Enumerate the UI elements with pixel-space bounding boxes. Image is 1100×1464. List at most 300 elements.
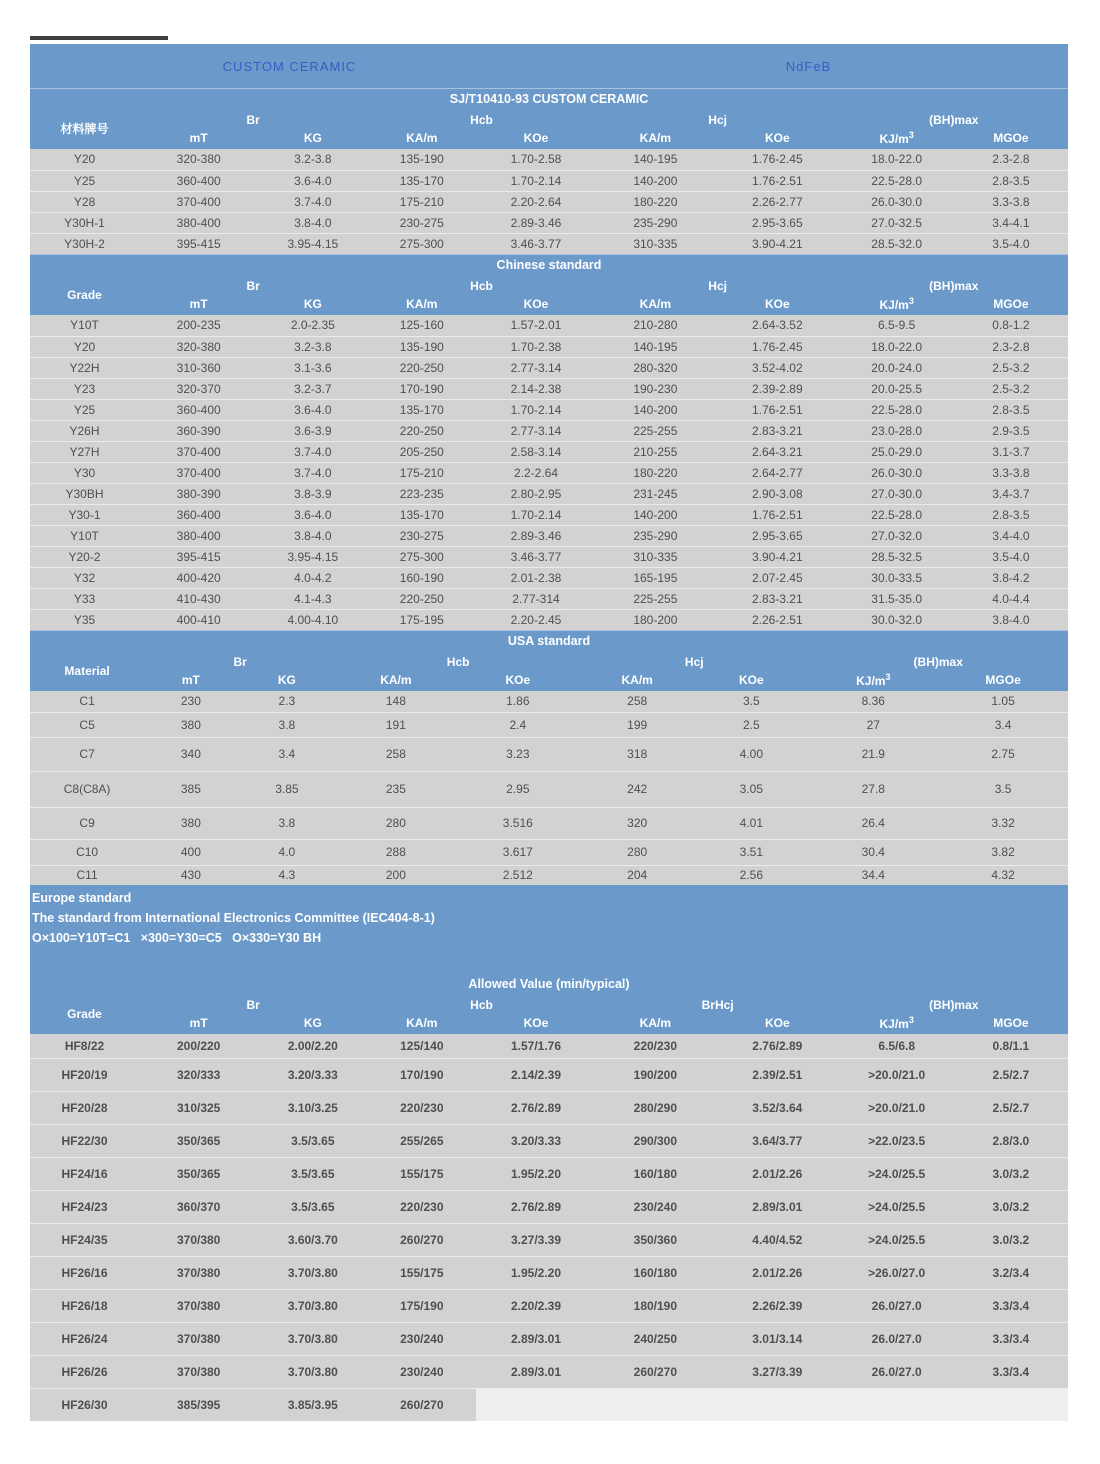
value-cell: 180-220 [596,462,715,483]
value-cell: 34.4 [808,865,938,885]
value-cell: 27.0-32.5 [840,212,954,233]
value-cell: 3.85 [238,771,337,807]
grade-cell: Y25 [30,399,139,420]
group-header: Hcb [367,108,595,131]
value-cell: 2.95-3.65 [715,212,840,233]
grade-cell: Y32 [30,567,139,588]
value-cell: 3.5 [694,691,808,712]
value-cell: 4.01 [694,807,808,839]
value-cell: 380 [144,712,237,737]
unit-header: mT [144,673,237,691]
unit-header: mT [139,297,258,315]
value-cell: >20.0/21.0 [840,1058,954,1091]
value-cell: 380 [144,807,237,839]
value-cell: 2.00/2.20 [258,1034,367,1058]
value-cell: 2.83-3.21 [715,588,840,609]
value-cell: 3.23 [456,737,581,771]
value-cell: 160/180 [596,1256,715,1289]
table-row [30,1256,1068,1289]
value-cell: 3.2-3.8 [258,336,367,357]
table-row [30,1034,1068,1058]
value-cell: 3.2/3.4 [954,1256,1068,1289]
value-cell: 170-190 [367,378,476,399]
value-cell: 3.27/3.39 [715,1355,840,1388]
value-cell: 235-290 [596,525,715,546]
grade-cell: C7 [30,737,144,771]
table-title-usa-standard: USA standard [30,630,1068,650]
value-cell: 3.27/3.39 [476,1223,595,1256]
europe-standard-note [30,885,1068,1421]
europe-standard-equivalence: O×100=Y10T=C1 ×300=Y30=C5 O×330=Y30 BH [32,931,322,945]
table-row [30,462,1068,483]
value-cell: >24.0/25.5 [840,1190,954,1223]
value-cell: 3.95-4.15 [258,546,367,567]
value-cell: 2.89/3.01 [715,1190,840,1223]
value-cell: 2.77-3.14 [476,420,595,441]
value-cell: 3.64/3.77 [715,1124,840,1157]
table-row [30,525,1068,546]
table-row [30,865,1068,885]
value-cell: 3.70/3.80 [258,1355,367,1388]
table-row [30,1289,1068,1322]
value-cell: 3.10/3.25 [258,1091,367,1124]
unit-header: MGOe [954,297,1068,315]
value-cell: 1.95/2.20 [476,1256,595,1289]
value-cell: 4.40/4.52 [715,1223,840,1256]
value-cell: 0.8/1.1 [954,1034,1068,1058]
unit-header: KA/m [367,297,476,315]
group-header: BrHcj [596,993,840,1016]
value-cell: 3.8-3.9 [258,483,367,504]
value-cell: 28.5-32.0 [840,233,954,254]
grade-cell: HF26/16 [30,1256,139,1289]
unit-header: KG [258,1016,367,1034]
group-header: Hcj [596,274,840,297]
value-cell: 3.3-3.8 [954,462,1068,483]
value-cell: 155/175 [367,1256,476,1289]
table-row [30,170,1068,191]
value-cell: 125/140 [367,1034,476,1058]
value-cell [954,1388,1068,1421]
value-cell: 220/230 [596,1034,715,1058]
table-chinese-standard [30,274,1068,630]
value-cell: 3.8-4.0 [258,212,367,233]
value-cell: 320 [580,807,694,839]
value-cell: 2.75 [938,737,1068,771]
table-row [30,1091,1068,1124]
table-row [30,336,1068,357]
value-cell: 2.01/2.26 [715,1157,840,1190]
value-cell: 3.32 [938,807,1068,839]
value-cell: 2.89/3.01 [476,1322,595,1355]
value-cell: 3.01/3.14 [715,1322,840,1355]
unit-header: KA/m [596,297,715,315]
value-cell: 1.57-2.01 [476,315,595,336]
value-cell: 2.83-3.21 [715,420,840,441]
value-cell: 230 [144,691,237,712]
value-cell: 235-290 [596,212,715,233]
value-cell: 3.4-4.1 [954,212,1068,233]
value-cell: 220-250 [367,588,476,609]
grade-cell: Y30H-2 [30,233,139,254]
value-cell: 190/200 [596,1058,715,1091]
value-cell: 310-335 [596,233,715,254]
value-cell: 230/240 [367,1322,476,1355]
value-cell: 200-235 [139,315,258,336]
value-cell: 220-250 [367,357,476,378]
value-cell: 280 [336,807,455,839]
value-cell: 2.89-3.46 [476,212,595,233]
value-cell: 3.60/3.70 [258,1223,367,1256]
unit-header: KG [238,673,337,691]
value-cell: 3.2-3.7 [258,378,367,399]
unit-header: MGOe [954,131,1068,149]
value-cell: 199 [580,712,694,737]
value-cell: 230/240 [596,1190,715,1223]
grade-cell: C8(C8A) [30,771,144,807]
grade-cell: Y10T [30,525,139,546]
value-cell: 3.6-4.0 [258,504,367,525]
value-cell: 3.5-4.0 [954,546,1068,567]
value-cell: 235 [336,771,455,807]
value-cell: 380-400 [139,525,258,546]
value-cell: 340 [144,737,237,771]
grade-cell: HF24/23 [30,1190,139,1223]
value-cell [840,1388,954,1421]
value-cell: 3.0/3.2 [954,1157,1068,1190]
value-cell: 2.3-2.8 [954,149,1068,170]
value-cell: 3.6-4.0 [258,399,367,420]
value-cell: 2.4 [456,712,581,737]
value-cell: 135-190 [367,149,476,170]
value-cell: 3.46-3.77 [476,546,595,567]
value-cell [476,1388,595,1421]
table-row [30,1124,1068,1157]
value-cell: 3.7-4.0 [258,462,367,483]
value-cell: 230-275 [367,212,476,233]
value-cell: 2.8-3.5 [954,170,1068,191]
unit-header: MGOe [954,1016,1068,1034]
value-cell: 3.4 [938,712,1068,737]
value-cell [715,1388,840,1421]
value-cell: 31.5-35.0 [840,588,954,609]
value-cell: 1.05 [938,691,1068,712]
value-cell: 2.26-2.77 [715,191,840,212]
value-cell: 140-200 [596,399,715,420]
value-cell: 27 [808,712,938,737]
table-row [30,839,1068,865]
value-cell: 175-195 [367,609,476,630]
value-cell: 370-400 [139,462,258,483]
value-cell: 280 [580,839,694,865]
table-row [30,609,1068,630]
value-cell: 3.3/3.4 [954,1355,1068,1388]
value-cell: 165-195 [596,567,715,588]
value-cell: 3.90-4.21 [715,233,840,254]
value-cell: 360-400 [139,399,258,420]
value-cell: 370/380 [139,1355,258,1388]
value-cell: 231-245 [596,483,715,504]
grade-cell: Y23 [30,378,139,399]
value-cell: 1.86 [456,691,581,712]
value-cell: 4.00-4.10 [258,609,367,630]
value-cell: 280-320 [596,357,715,378]
value-cell: 2.5 [694,712,808,737]
grade-cell: C11 [30,865,144,885]
unit-header: $KJ/m^3$ [840,1016,954,1034]
table-row [30,233,1068,254]
table-row [30,1190,1068,1223]
grade-cell: Y20-2 [30,546,139,567]
value-cell: 180/190 [596,1289,715,1322]
value-cell: 175-210 [367,462,476,483]
value-cell: 310-335 [596,546,715,567]
value-cell: 2.64-3.52 [715,315,840,336]
value-cell: 1.70-2.14 [476,170,595,191]
value-cell: 210-280 [596,315,715,336]
value-cell: 1.76-2.51 [715,170,840,191]
table-section-sjt10410 [30,88,1068,254]
table-row [30,691,1068,712]
value-cell: 1.76-2.45 [715,336,840,357]
value-cell: 410-430 [139,588,258,609]
unit-header: KA/m [596,131,715,149]
value-cell: 3.6-4.0 [258,170,367,191]
group-header: Hcj [596,108,840,131]
group-header: (BH)max [840,993,1068,1016]
value-cell: 26.0/27.0 [840,1355,954,1388]
value-cell: 2.20-2.45 [476,609,595,630]
value-cell: 280/290 [596,1091,715,1124]
table-row [30,504,1068,525]
value-cell: 320/333 [139,1058,258,1091]
value-cell: 135-170 [367,170,476,191]
value-cell: 310/325 [139,1091,258,1124]
value-cell: 22.5-28.0 [840,399,954,420]
table-row [30,149,1068,170]
value-cell: 1.70-2.14 [476,399,595,420]
unit-header: KOe [694,673,808,691]
value-cell: 370/380 [139,1223,258,1256]
value-cell: 2.80-2.95 [476,483,595,504]
value-cell: 395-415 [139,233,258,254]
value-cell: 255/265 [367,1124,476,1157]
grade-cell: Y10T [30,315,139,336]
value-cell: 2.77-3.14 [476,357,595,378]
value-cell: 135-170 [367,399,476,420]
table-row [30,315,1068,336]
first-column-header: Material [30,650,144,691]
grade-cell: Y25 [30,170,139,191]
group-header: Hcb [367,274,595,297]
value-cell: 25.0-29.0 [840,441,954,462]
value-cell: 3.70/3.80 [258,1256,367,1289]
value-cell: 18.0-22.0 [840,149,954,170]
value-cell: 22.5-28.0 [840,504,954,525]
value-cell: 360-400 [139,504,258,525]
value-cell: 2.39-2.89 [715,378,840,399]
value-cell: 1.70-2.14 [476,504,595,525]
unit-header: KOe [715,131,840,149]
grade-cell: HF26/30 [30,1388,139,1421]
value-cell: 170/190 [367,1058,476,1091]
value-cell: 2.01-2.38 [476,567,595,588]
value-cell: 8.36 [808,691,938,712]
value-cell: 275-300 [367,233,476,254]
value-cell: 230-275 [367,525,476,546]
value-cell: 310-360 [139,357,258,378]
grade-cell: C5 [30,712,144,737]
value-cell: 30.4 [808,839,938,865]
value-cell: 220/230 [367,1190,476,1223]
value-cell: 2.89/3.01 [476,1355,595,1388]
value-cell: 0.8-1.2 [954,315,1068,336]
grade-cell: Y30BH [30,483,139,504]
value-cell: 4.0-4.4 [954,588,1068,609]
value-cell: 320-370 [139,378,258,399]
top-dark-line [30,36,168,40]
value-cell: 3.95-4.15 [258,233,367,254]
spec-sheet [30,44,1068,1421]
value-cell: 2.0-2.35 [258,315,367,336]
value-cell: 350/365 [139,1157,258,1190]
table-row [30,1388,1068,1421]
europe-standard-text: The standard from International Electronics Committee (IEC404-8-1) [32,911,435,925]
grade-cell: Y26H [30,420,139,441]
value-cell: 258 [580,691,694,712]
value-cell: 6.5/6.8 [840,1034,954,1058]
value-cell: 288 [336,839,455,865]
value-cell: 220/230 [367,1091,476,1124]
value-cell: 4.0 [238,839,337,865]
value-cell: 135-190 [367,336,476,357]
unit-header: $KJ/m^3$ [840,297,954,315]
value-cell: 3.617 [456,839,581,865]
value-cell: 2.14/2.39 [476,1058,595,1091]
group-header: Hcb [367,993,595,1016]
value-cell: 3.6-3.9 [258,420,367,441]
value-cell: 3.90-4.21 [715,546,840,567]
value-cell: 180-220 [596,191,715,212]
unit-header: KA/m [580,673,694,691]
grade-cell: Y20 [30,149,139,170]
table-row [30,1058,1068,1091]
table-row [30,1355,1068,1388]
value-cell: 160/180 [596,1157,715,1190]
grade-cell: HF8/22 [30,1034,139,1058]
value-cell: 28.5-32.5 [840,546,954,567]
value-cell: 2.39/2.51 [715,1058,840,1091]
table-row [30,1157,1068,1190]
table-row [30,212,1068,233]
table-title-sjt10410: SJ/T10410-93 CUSTOM CERAMIC [30,88,1068,108]
value-cell: 2.64-3.21 [715,441,840,462]
first-column-header: 材料牌号 [30,108,139,149]
value-cell: 2.95 [456,771,581,807]
group-header: Hcj [580,650,808,673]
value-cell: 2.64-2.77 [715,462,840,483]
value-cell: >24.0/25.5 [840,1223,954,1256]
value-cell: 2.76/2.89 [476,1091,595,1124]
value-cell: 3.5-4.0 [954,233,1068,254]
value-cell: 155/175 [367,1157,476,1190]
grade-cell: Y28 [30,191,139,212]
value-cell: 380-400 [139,212,258,233]
value-cell: 3.51 [694,839,808,865]
value-cell: 260/270 [367,1388,476,1421]
value-cell: 190-230 [596,378,715,399]
value-cell: 4.32 [938,865,1068,885]
ndfeb-link[interactable]: NdFeB [785,58,832,74]
value-cell: 30.0-32.0 [840,609,954,630]
unit-header: $KJ/m^3$ [808,673,938,691]
value-cell: 225-255 [596,588,715,609]
value-cell: 3.3/3.4 [954,1289,1068,1322]
value-cell: 140-195 [596,336,715,357]
value-cell: 318 [580,737,694,771]
value-cell: 3.4 [238,737,337,771]
value-cell: 3.1-3.7 [954,441,1068,462]
grade-cell: Y27H [30,441,139,462]
grade-cell: Y35 [30,609,139,630]
value-cell: 320-380 [139,149,258,170]
value-cell: 3.4-3.7 [954,483,1068,504]
value-cell: 205-250 [367,441,476,462]
value-cell: 4.3 [238,865,337,885]
value-cell: 26.0/27.0 [840,1289,954,1322]
value-cell: 22.5-28.0 [840,170,954,191]
grade-cell: Y30-1 [30,504,139,525]
grade-cell: HF22/30 [30,1124,139,1157]
value-cell: 223-235 [367,483,476,504]
value-cell: 27.0-32.0 [840,525,954,546]
table-row [30,737,1068,771]
grade-cell: Y30 [30,462,139,483]
value-cell: >24.0/25.5 [840,1157,954,1190]
value-cell: 370-400 [139,191,258,212]
banner-left [30,44,549,88]
value-cell: 2.2-2.64 [476,462,595,483]
value-cell: 320-380 [139,336,258,357]
table-row [30,441,1068,462]
banner-right [549,44,1068,88]
value-cell: 2.76/2.89 [476,1190,595,1223]
value-cell: 3.05 [694,771,808,807]
value-cell: 3.85/3.95 [258,1388,367,1421]
table-section-chinese-standard [30,254,1068,630]
value-cell: 3.516 [456,807,581,839]
table-title-allowed-value: Allowed Value (min/typical) [30,974,1068,993]
unit-header: KG [258,131,367,149]
value-cell: 3.5 [938,771,1068,807]
unit-header: KA/m [596,1016,715,1034]
value-cell: 370/380 [139,1256,258,1289]
value-cell: 380-390 [139,483,258,504]
value-cell: 204 [580,865,694,885]
grade-cell: HF26/24 [30,1322,139,1355]
grade-cell: Y33 [30,588,139,609]
table-row [30,1322,1068,1355]
group-header: Br [139,108,367,131]
table-row [30,483,1068,504]
value-cell: 2.3-2.8 [954,336,1068,357]
custom-ceramic-link[interactable]: CUSTOM CERAMIC [222,58,357,74]
value-cell: 242 [580,771,694,807]
unit-header: mT [139,131,258,149]
table-sjt10410 [30,108,1068,254]
group-header: Br [144,650,336,673]
value-cell: 3.70/3.80 [258,1289,367,1322]
